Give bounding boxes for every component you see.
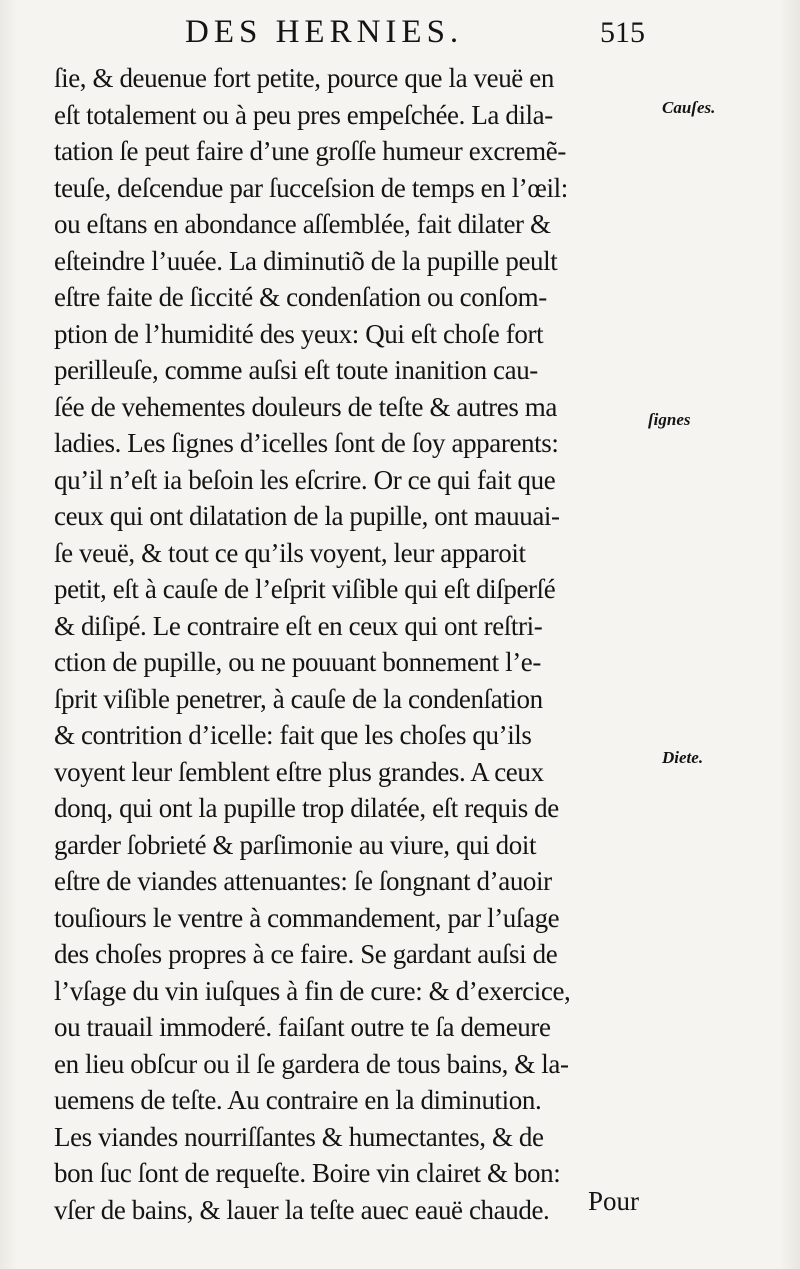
- text-line: eſteindre l’uuée. La diminutiõ de la pupille peult: [54, 245, 558, 276]
- text-line: eſt totalement ou à peu pres empeſchée. La dila-: [54, 99, 553, 130]
- text-line: ou eſtans en abondance aſſemblée, fait dilater &: [54, 209, 551, 239]
- text-line: teuſe, deſcendue par ſucceſsion de temps en l’œil:: [54, 172, 568, 203]
- text-line: ceux qui ont dilatation de la pupille, ont mauuai-: [54, 501, 560, 531]
- text-line: eſtre faite de ſiccité & condenſation ou conſom-: [54, 282, 547, 312]
- margin-note-diete: Diete.: [662, 748, 704, 767]
- text-line: bon ſuc ſont de requeſte. Boire vin clairet & bon:: [54, 1158, 561, 1188]
- text-line: ou trauail immoderé. faiſant outre te ſa demeure: [54, 1012, 551, 1042]
- text-line: l’vſage du vin iuſques à fin de cure: & d’exercice,: [54, 975, 571, 1006]
- text-line: & contrition d’icelle: fait que les choſes qu’ils: [54, 720, 532, 750]
- text-line: voyent leur ſemblent eſtre plus grandes. A ceux: [54, 756, 544, 787]
- running-head: DES HERNIES.: [185, 14, 464, 50]
- text-line: ladies. Les ſignes d’icelles ſont de ſoy apparents:: [54, 428, 559, 458]
- text-line: vſer de bains, & lauer la teſte auec eauë chaude.: [54, 1194, 550, 1225]
- text-line: ſe veuë, & tout ce qu’ils voyent, leur apparoit: [54, 537, 526, 568]
- text-line: ſprit viſible penetrer, à cauſe de la condenſation: [54, 683, 543, 714]
- text-line: ction de pupille, ou ne pouuant bonnement l’e-: [54, 647, 541, 677]
- text-line: perilleuſe, comme auſsi eſt toute inanition cau-: [54, 355, 538, 385]
- text-block: [54, 60, 654, 1228]
- text-line: touſiours le ventre à commandement, par l’uſage: [54, 902, 560, 933]
- margin-note-causes: Cauſes.: [662, 98, 716, 117]
- text-line: garder ſobrieté & parſimonie au viure, qui doit: [54, 829, 537, 860]
- text-line: uemens de teſte. Au contraire en la diminution.: [54, 1085, 542, 1115]
- page-number: 515: [600, 16, 645, 49]
- catchword: Pour: [588, 1186, 640, 1216]
- text-line: petit, eſt à cauſe de l’eſprit viſible qui eſt diſperſé: [54, 574, 556, 604]
- text-line: donq, qui ont la pupille trop dilatée, eſt requis de: [54, 793, 559, 823]
- margin-note-signes: ſignes: [648, 410, 691, 429]
- text-line: ption de l’humidité des yeux: Qui eſt choſe fort: [54, 318, 544, 349]
- text-line: & diſipé. Le contraire eſt en ceux qui ont reſtri-: [54, 610, 543, 641]
- text-line: ſie, & deuenue fort petite, pource que la veuë en: [54, 63, 554, 93]
- text-line: qu’il n’eſt ia beſoin les eſcrire. Or ce qui fait que: [54, 464, 556, 495]
- text-line: en lieu obſcur ou il ſe gardera de tous bains, & la-: [54, 1048, 569, 1079]
- text-line: des choſes propres à ce faire. Se gardant auſsi de: [54, 939, 558, 969]
- text-line: eſtre de viandes attenuantes: ſe ſongnant d’auoir: [54, 866, 552, 896]
- text-line: tation ſe peut faire d’une groſſe humeur excremẽ-: [54, 136, 566, 166]
- text-line: Les viandes nourriſſantes & humectantes, & de: [54, 1121, 544, 1152]
- text-line: ſée de vehementes douleurs de teſte & autres ma: [54, 391, 557, 422]
